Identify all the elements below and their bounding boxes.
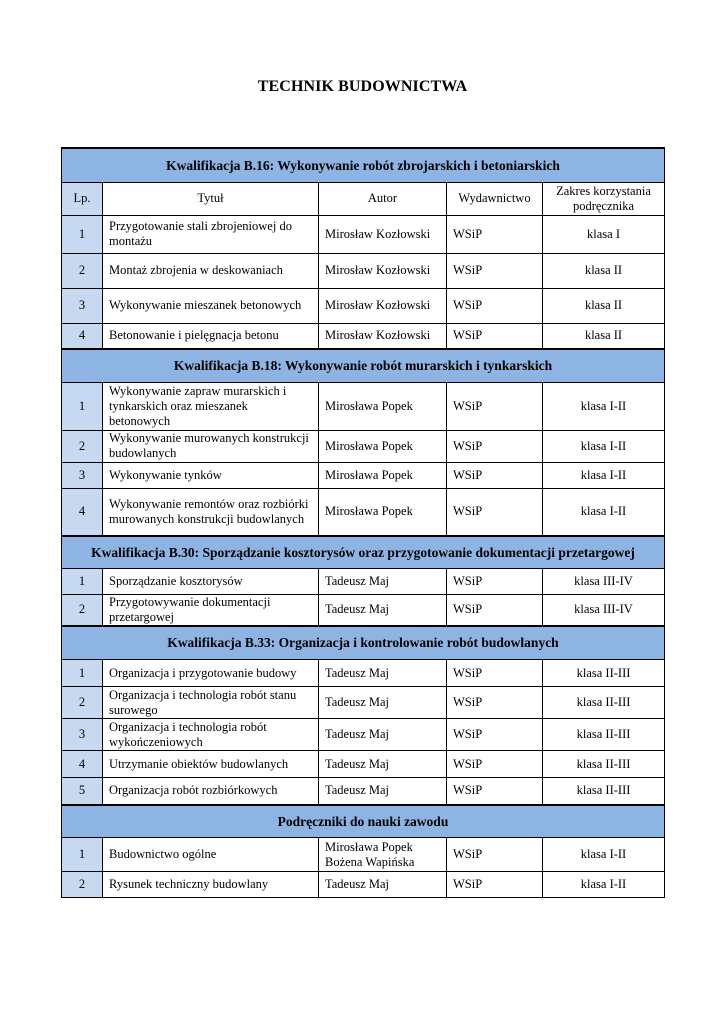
section-header: Kwalifikacja B.33: Organizacja i kontrolowanie robót budowlanych — [62, 626, 665, 660]
row-publisher: WSiP — [447, 382, 543, 430]
row-number: 4 — [62, 323, 103, 349]
row-publisher: WSiP — [447, 462, 543, 488]
row-publisher: WSiP — [447, 253, 543, 288]
row-number: 4 — [62, 751, 103, 778]
table-row — [62, 488, 665, 536]
row-author: Tadeusz Maj — [319, 872, 447, 898]
row-publisher: WSiP — [447, 488, 543, 536]
row-title: Organizacja i technologia robót wykończeniowych — [103, 719, 319, 751]
row-number: 1 — [62, 660, 103, 687]
row-author: Tadeusz Maj — [319, 568, 447, 594]
row-publisher: WSiP — [447, 660, 543, 687]
table-row — [62, 719, 665, 751]
row-number: 4 — [62, 488, 103, 536]
row-author: Tadeusz Maj — [319, 594, 447, 626]
row-title: Betonowanie i pielęgnacja betonu — [103, 323, 319, 349]
row-number: 1 — [62, 568, 103, 594]
column-header-lp: Lp. — [62, 182, 103, 215]
row-number: 1 — [62, 838, 103, 872]
row-title: Organizacja i przygotowanie budowy — [103, 660, 319, 687]
row-title: Przygotowanie stali zbrojeniowej do montażu — [103, 215, 319, 253]
row-title: Wykonywanie remontów oraz rozbiórki murowanych konstrukcji budowlanych — [103, 488, 319, 536]
table-row — [62, 660, 665, 687]
column-header-scope: Zakres korzystania podręcznika — [543, 182, 665, 215]
row-author: Mirosław Kozłowski — [319, 323, 447, 349]
section-header: Kwalifikacja B.16: Wykonywanie robót zbrojarskich i betoniarskich — [62, 148, 665, 182]
row-title: Wykonywanie zapraw murarskich i tynkarskich oraz mieszanek betonowych — [103, 382, 319, 430]
row-title: Organizacja i technologia robót stanu surowego — [103, 687, 319, 719]
table-row — [62, 288, 665, 323]
row-title: Montaż zbrojenia w deskowaniach — [103, 253, 319, 288]
page-title: TECHNIK BUDOWNICTWA — [257, 78, 468, 95]
row-number: 2 — [62, 594, 103, 626]
row-author: Mirosława Popek — [319, 462, 447, 488]
row-title: Budownictwo ogólne — [103, 838, 319, 872]
row-publisher: WSiP — [447, 872, 543, 898]
row-title: Organizacja robót rozbiórkowych — [103, 778, 319, 805]
row-publisher: WSiP — [447, 215, 543, 253]
row-scope: klasa II-III — [543, 660, 665, 687]
row-scope: klasa I-II — [543, 430, 665, 462]
row-scope: klasa II-III — [543, 751, 665, 778]
row-author: Mirosław Kozłowski — [319, 253, 447, 288]
row-scope: klasa I — [543, 215, 665, 253]
row-title: Sporządzanie kosztorysów — [103, 568, 319, 594]
row-scope: klasa II-III — [543, 719, 665, 751]
row-scope: klasa II-III — [543, 778, 665, 805]
row-author: Mirosława Popek — [319, 488, 447, 536]
row-scope: klasa II-III — [543, 687, 665, 719]
row-scope: klasa II — [543, 323, 665, 349]
row-publisher: WSiP — [447, 430, 543, 462]
section-header: Kwalifikacja B.18: Wykonywanie robót murarskich i tynkarskich — [62, 349, 665, 382]
row-number: 2 — [62, 872, 103, 898]
table-row — [62, 594, 665, 626]
row-publisher: WSiP — [447, 838, 543, 872]
row-author: Mirosława Popek — [319, 430, 447, 462]
textbook-table — [61, 147, 665, 898]
row-title: Wykonywanie mieszanek betonowych — [103, 288, 319, 323]
row-author: Tadeusz Maj — [319, 687, 447, 719]
row-author: Tadeusz Maj — [319, 719, 447, 751]
row-number: 2 — [62, 430, 103, 462]
row-number: 2 — [62, 687, 103, 719]
row-publisher: WSiP — [447, 288, 543, 323]
row-author: Mirosława Popek — [319, 382, 447, 430]
table-row — [62, 430, 665, 462]
table-row — [62, 462, 665, 488]
row-number: 2 — [62, 253, 103, 288]
row-author: Tadeusz Maj — [319, 660, 447, 687]
row-scope: klasa II — [543, 253, 665, 288]
row-publisher: WSiP — [447, 719, 543, 751]
row-title: Wykonywanie tynków — [103, 462, 319, 488]
table-row — [62, 778, 665, 805]
column-header-title: Tytuł — [103, 182, 319, 215]
row-author-line: Mirosława Popek — [325, 839, 413, 854]
row-number: 3 — [62, 719, 103, 751]
table-row — [62, 838, 665, 872]
row-author: Mirosław Kozłowski — [319, 288, 447, 323]
row-author — [319, 838, 447, 872]
row-scope: klasa III-IV — [543, 594, 665, 626]
row-number: 3 — [62, 288, 103, 323]
table-row — [62, 687, 665, 719]
table-row — [62, 253, 665, 288]
row-number: 1 — [62, 215, 103, 253]
row-author: Mirosław Kozłowski — [319, 215, 447, 253]
table-row — [62, 382, 665, 430]
row-title: Utrzymanie obiektów budowlanych — [103, 751, 319, 778]
row-scope: klasa I-II — [543, 382, 665, 430]
column-header-publisher: Wydawnictwo — [447, 182, 543, 215]
row-title: Przygotowywanie dokumentacji przetargowej — [103, 594, 319, 626]
row-scope: klasa II — [543, 288, 665, 323]
row-number: 3 — [62, 462, 103, 488]
row-publisher: WSiP — [447, 778, 543, 805]
row-publisher: WSiP — [447, 568, 543, 594]
row-number: 1 — [62, 382, 103, 430]
section-header: Kwalifikacja B.30: Sporządzanie kosztorysów oraz przygotowanie dokumentacji przetargowej — [62, 536, 665, 568]
table-row — [62, 568, 665, 594]
row-author-line: Bożena Wapińska — [325, 854, 415, 869]
column-header-author: Autor — [319, 182, 447, 215]
table-row — [62, 872, 665, 898]
table-row — [62, 215, 665, 253]
row-publisher: WSiP — [447, 323, 543, 349]
row-author: Tadeusz Maj — [319, 751, 447, 778]
row-title: Wykonywanie murowanych konstrukcji budowlanych — [103, 430, 319, 462]
row-title: Rysunek techniczny budowlany — [103, 872, 319, 898]
table-row — [62, 751, 665, 778]
row-author: Tadeusz Maj — [319, 778, 447, 805]
column-header-row — [62, 182, 665, 215]
row-scope: klasa III-IV — [543, 568, 665, 594]
row-scope: klasa I-II — [543, 488, 665, 536]
section-header: Podręczniki do nauki zawodu — [62, 805, 665, 838]
row-scope: klasa I-II — [543, 872, 665, 898]
row-publisher: WSiP — [447, 751, 543, 778]
row-number: 5 — [62, 778, 103, 805]
row-publisher: WSiP — [447, 594, 543, 626]
row-scope: klasa I-II — [543, 838, 665, 872]
row-publisher: WSiP — [447, 687, 543, 719]
table-row — [62, 323, 665, 349]
row-scope: klasa I-II — [543, 462, 665, 488]
